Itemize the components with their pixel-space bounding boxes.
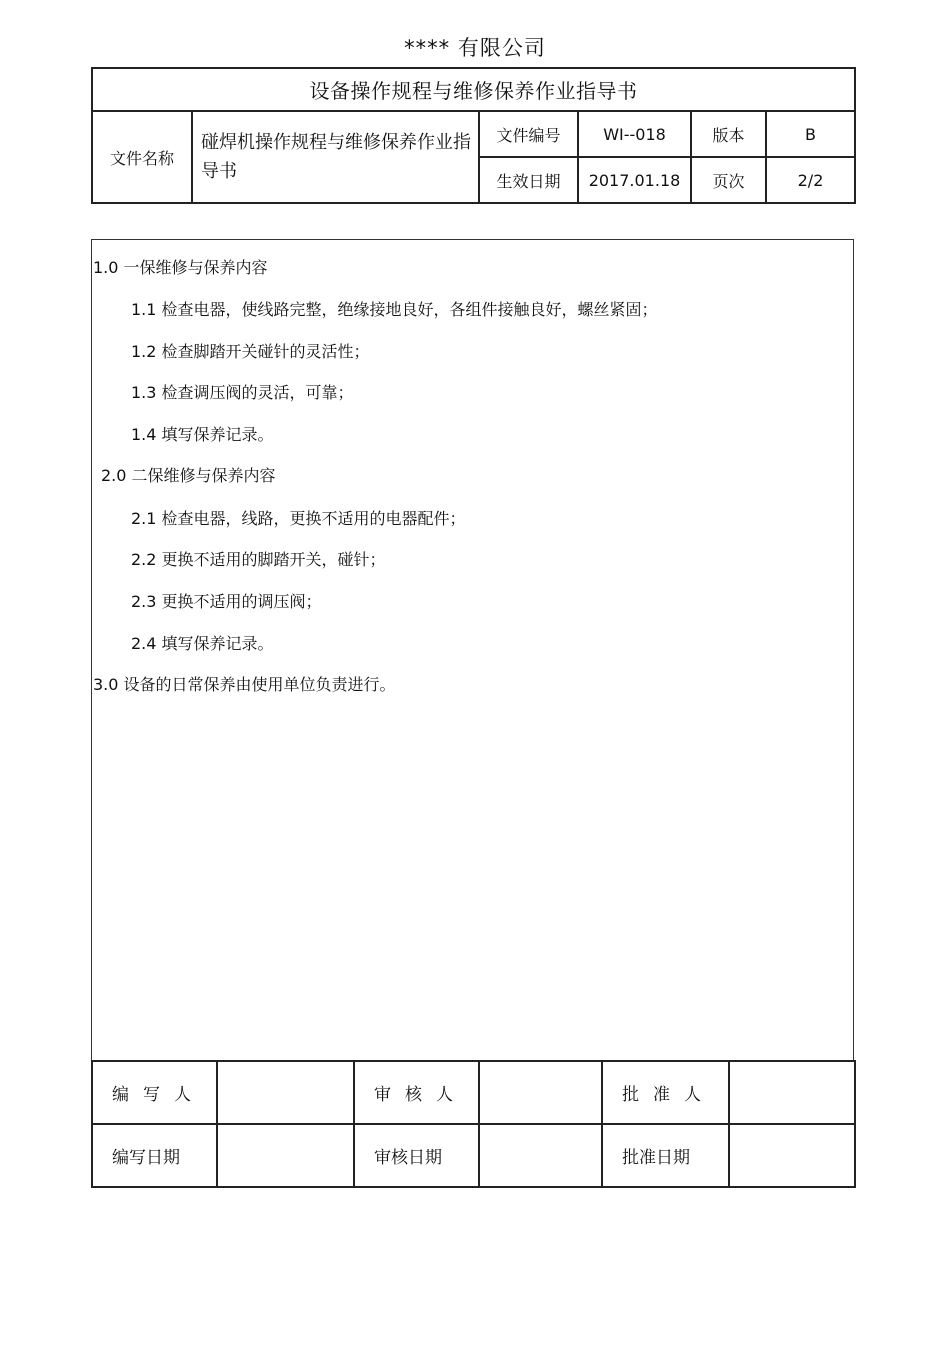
document-title: 设备操作规程与维修保养作业指导书 [92,68,855,111]
write-date-label: 编写日期 [92,1124,217,1187]
file-number-value: WI--018 [578,111,691,157]
section-2-item: 2.3 更换不适用的调压阀； [131,592,322,611]
review-date-field[interactable] [479,1124,602,1187]
document-header-table [91,67,856,204]
approve-date-field[interactable] [729,1124,855,1187]
effective-date-value: 2017.01.18 [578,157,691,203]
section-2-item: 2.1 检查电器，线路，更换不适用的电器配件； [131,509,466,528]
file-name-value: 碰焊机操作规程与维修保养作业指导书 [192,111,479,203]
signoff-table [91,1060,856,1188]
reviewer-field[interactable] [479,1061,602,1124]
section-1-heading: 1.0 一保维修与保养内容 [93,258,268,277]
section-3-heading: 3.0 设备的日常保养由使用单位负责进行。 [93,675,396,694]
version-value: B [766,111,855,157]
section-2-heading: 2.0 二保维修与保养内容 [101,466,276,485]
section-2-item: 2.2 更换不适用的脚踏开关，碰针； [131,550,386,569]
approve-date-label: 批准日期 [602,1124,729,1187]
company-name: **** 有限公司 [404,36,546,60]
section-1-item: 1.1 检查电器，使线路完整，绝缘接地良好，各组件接触良好，螺丝紧固； [131,300,658,319]
writer-label: 编写人 [92,1061,217,1124]
section-1-item: 1.3 检查调压阀的灵活，可靠； [131,383,354,402]
reviewer-label: 审核人 [354,1061,479,1124]
writer-field[interactable] [217,1061,354,1124]
file-name-label: 文件名称 [92,111,192,203]
write-date-field[interactable] [217,1124,354,1187]
approver-label: 批准人 [602,1061,729,1124]
approver-field[interactable] [729,1061,855,1124]
section-2-item: 2.4 填写保养记录。 [131,634,274,653]
version-label: 版本 [691,111,766,157]
page-value: 2/2 [766,157,855,203]
section-1-item: 1.4 填写保养记录。 [131,425,274,444]
page-label: 页次 [691,157,766,203]
section-1-item: 1.2 检查脚踏开关碰针的灵活性； [131,342,370,361]
review-date-label: 审核日期 [354,1124,479,1187]
file-number-label: 文件编号 [479,111,578,157]
effective-date-label: 生效日期 [479,157,578,203]
